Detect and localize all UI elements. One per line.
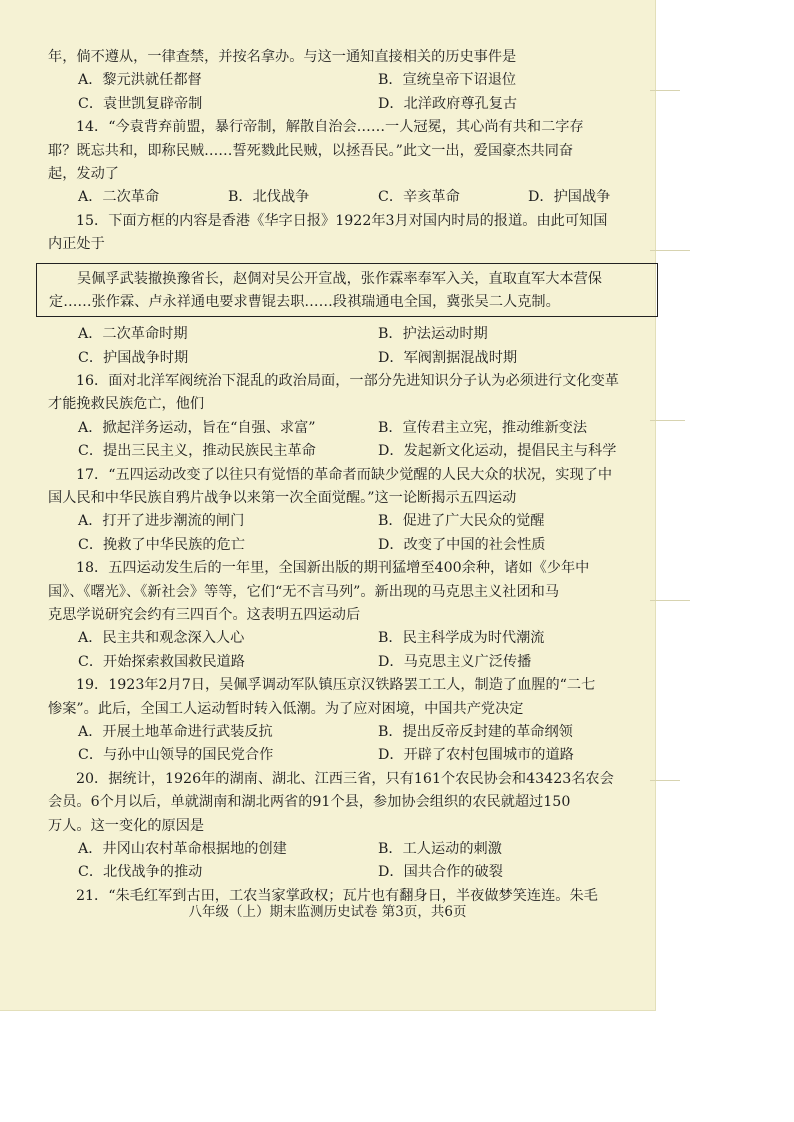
question-text: 年，倘不遵从，一律查禁，并按名拿办。与这一通知直接相关的历史事件是 xyxy=(48,49,517,65)
option-c[interactable]: C．挽救了中华民族的危亡 xyxy=(78,536,245,553)
option-d[interactable]: D．国共合作的破裂 xyxy=(378,864,503,881)
question-text: 内正处于 xyxy=(48,236,105,253)
question-text: 国人民和中华民族自鸦片战争以来第一次全面觉醒。”这一论断揭示五四运动 xyxy=(48,490,517,507)
bleed-through-mark xyxy=(650,780,680,781)
question-text: 会员。6个月以后，单就湖南和湖北两省的91个县，参加协会组织的农民就超过150 xyxy=(48,794,571,811)
option-b[interactable]: B．民主科学成为时代潮流 xyxy=(378,630,545,647)
option-row xyxy=(48,861,648,884)
option-row xyxy=(48,744,648,767)
question-text: 14．“今袁背弃前盟，暴行帝制，解散自治会……一人冠冕，其心尚有共和二字存 xyxy=(76,119,584,136)
option-row xyxy=(48,651,648,674)
question-text: 才能挽救民族危亡，他们 xyxy=(48,396,205,413)
exam-content xyxy=(48,46,648,908)
option-b[interactable]: B．宣统皇帝下诏退位 xyxy=(378,72,517,89)
option-a[interactable]: A．民主共和观念深入人心 xyxy=(78,630,245,647)
option-row xyxy=(48,93,648,116)
option-c[interactable]: C．提出三民主义，推动民族民主革命 xyxy=(78,443,316,460)
option-row xyxy=(48,69,648,92)
excerpt-text: 定……张作霖、卢永祥通电要求曹锟去职……段祺瑞通电全国，冀张吴二人克制。 xyxy=(49,293,560,310)
option-d[interactable]: D．发起新文化运动，提倡民主与科学 xyxy=(378,443,617,460)
option-d[interactable]: D．军阀割据混战时期 xyxy=(378,349,518,366)
option-c[interactable]: C．与孙中山领导的国民党合作 xyxy=(78,747,274,764)
option-c[interactable]: C．北伐战争的推动 xyxy=(78,864,203,881)
option-row xyxy=(48,838,648,861)
question-text: 20．据统计，1926年的湖南、湖北、江西三省，只有161个农民协会和43423名农会 xyxy=(76,770,614,787)
news-excerpt-box xyxy=(36,263,658,318)
option-a[interactable]: A．井冈山农村革命根据地的创建 xyxy=(78,840,287,857)
question-text: 国》、《曙光》、《新社会》等等，它们“无不言马列”。新出现的马克思主义社团和马 xyxy=(48,583,560,600)
question-text: 17．“五四运动改变了以往只有觉悟的革命者而缺少觉醒的人民大众的状况，实现了中 xyxy=(76,466,613,483)
option-d[interactable]: D．开辟了农村包围城市的道路 xyxy=(378,747,574,764)
option-a[interactable]: A．二次革命 xyxy=(78,189,160,206)
option-c[interactable]: C．辛亥革命 xyxy=(378,189,460,206)
option-b[interactable]: B．北伐战争 xyxy=(228,189,310,206)
option-row xyxy=(48,417,648,440)
page-footer: 八年级（上）期末监测历史试卷 第3页，共6页 xyxy=(188,904,467,920)
question-text: 克思学说研究会约有三四百个。这表明五四运动后 xyxy=(48,606,361,623)
option-c[interactable]: C．开始探索救国救民道路 xyxy=(78,653,245,670)
question-text: 21．“朱毛红军到古田，工农当家掌政权；瓦片也有翻身日，半夜做梦笑连连。朱毛 xyxy=(76,887,598,904)
option-c[interactable]: C．袁世凯复辟帝制 xyxy=(78,95,203,112)
option-d[interactable]: D．马克思主义广泛传播 xyxy=(378,653,532,670)
option-row xyxy=(48,347,648,370)
question-text: 万人。这一变化的原因是 xyxy=(48,817,205,834)
option-row xyxy=(48,510,648,533)
option-row xyxy=(48,627,648,650)
question-text: 15．下面方框的内容是香港《华字日报》1922年3月对国内时局的报道。由此可知国 xyxy=(76,212,608,229)
option-row xyxy=(48,534,648,557)
option-b[interactable]: B．宣传君主立宪，推动维新变法 xyxy=(378,419,588,436)
option-d[interactable]: D．护国战争 xyxy=(528,189,611,206)
question-text: 耶？既忘共和，即称民贼……誓死戮此民贼，以拯吾民。”此文一出，爱国豪杰共同奋 xyxy=(48,142,574,159)
option-a[interactable]: A．黎元洪就任都督 xyxy=(78,72,202,89)
bleed-through-mark xyxy=(650,90,680,91)
option-a[interactable]: A．二次革命时期 xyxy=(78,326,188,343)
option-row xyxy=(48,323,648,346)
question-text: 惨案”。此后，全国工人运动暂时转入低潮。为了应对困境，中国共产党决定 xyxy=(48,700,524,717)
option-row xyxy=(48,186,648,209)
option-b[interactable]: B．促进了广大民众的觉醒 xyxy=(378,513,545,530)
question-text: 18．五四运动发生后的一年里，全国新出版的期刊猛增至400余种，诸如《少年中 xyxy=(76,560,590,577)
option-b[interactable]: B．工人运动的刺激 xyxy=(378,840,502,857)
bleed-through-mark xyxy=(650,250,690,251)
option-a[interactable]: A．开展土地革命进行武装反抗 xyxy=(78,723,273,740)
option-a[interactable]: A．打开了进步潮流的闸门 xyxy=(78,513,245,530)
option-d[interactable]: D．改变了中国的社会性质 xyxy=(378,536,546,553)
option-d[interactable]: D．北洋政府尊孔复古 xyxy=(378,95,518,112)
option-c[interactable]: C．护国战争时期 xyxy=(78,349,189,366)
question-text: 16．面对北洋军阀统治下混乱的政治局面，一部分先进知识分子认为必须进行文化变革 xyxy=(76,373,619,390)
bleed-through-mark xyxy=(650,600,690,601)
option-a[interactable]: A．掀起洋务运动，旨在“自强、求富” xyxy=(78,419,316,436)
option-b[interactable]: B．护法运动时期 xyxy=(378,326,488,343)
bleed-through-mark xyxy=(650,420,685,421)
option-b[interactable]: B．提出反帝反封建的革命纲领 xyxy=(378,723,573,740)
excerpt-text: 吴佩孚武装撤换豫省长，赵倜对吴公开宣战，张作霖率奉军入关，直取直军大本营保 xyxy=(77,270,602,287)
option-row xyxy=(48,721,648,744)
option-row xyxy=(48,440,648,463)
question-text: 19．1923年2月7日，吴佩孚调动军队镇压京汉铁路罢工工人，制造了血腥的“二七 xyxy=(76,677,596,694)
question-text: 起，发动了 xyxy=(48,165,119,182)
